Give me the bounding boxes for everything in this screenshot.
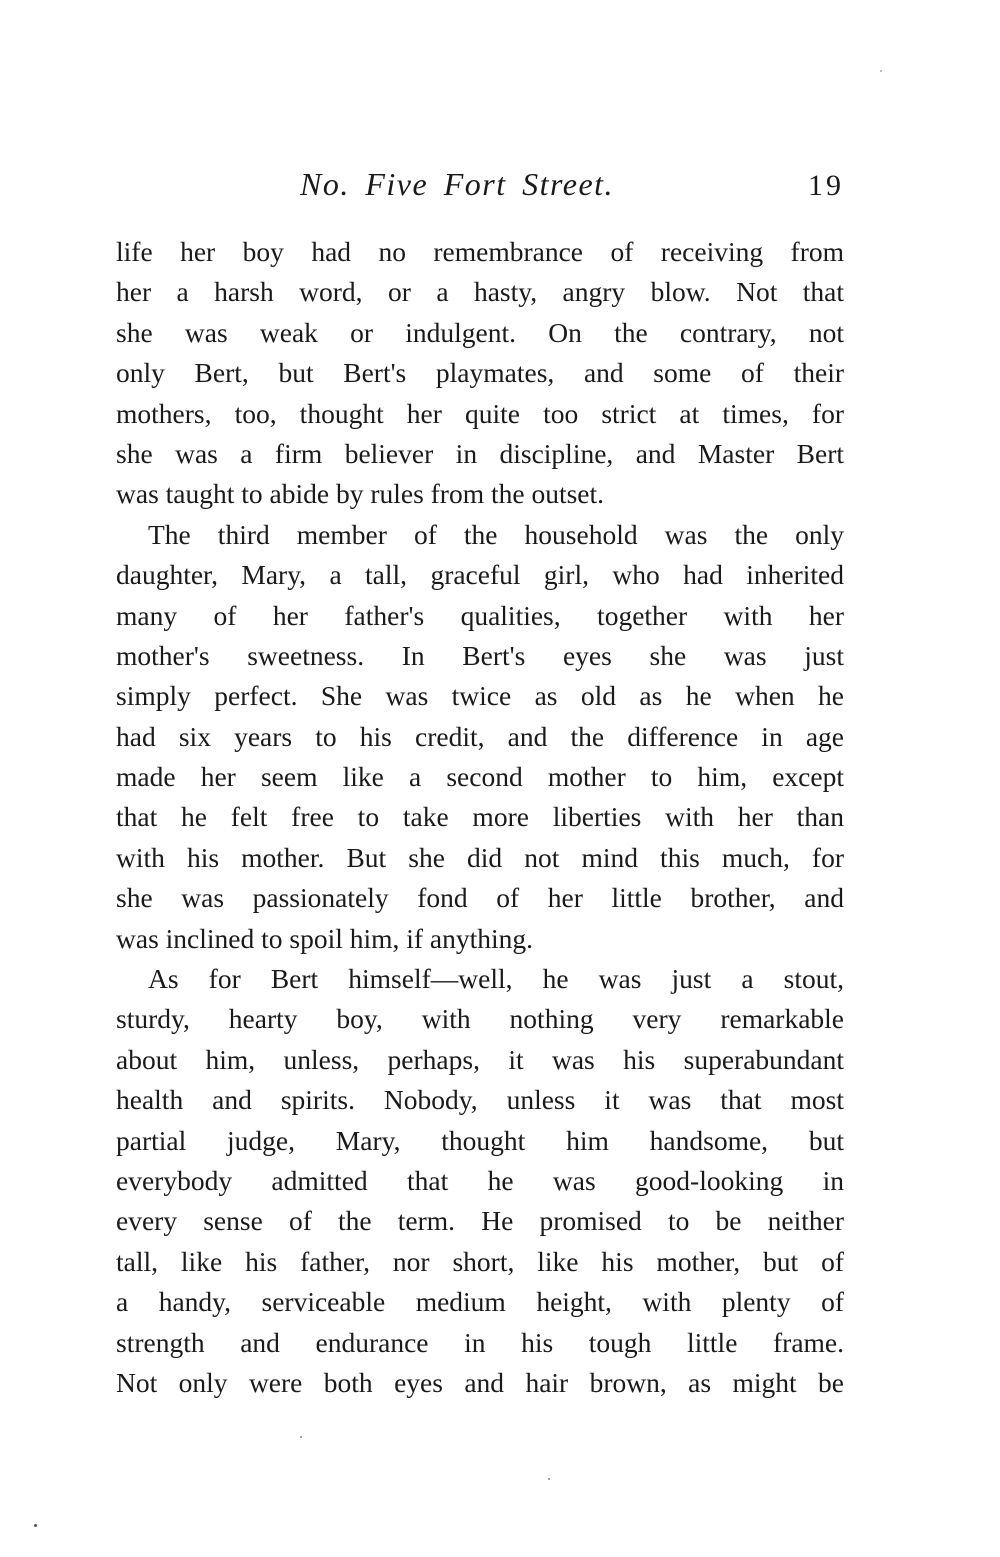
scan-speck bbox=[880, 70, 882, 72]
text-line: The third member of the household was the only bbox=[148, 518, 844, 550]
text-line: As for Bert himself—well, he was just a stout, bbox=[148, 963, 844, 995]
text-line: sturdy, hearty boy, with nothing very remarkable bbox=[116, 1003, 844, 1035]
text-line: was inclined to spoil him, if anything. bbox=[116, 922, 534, 954]
text-line: a handy, serviceable medium height, with plenty of bbox=[116, 1286, 844, 1318]
text-line: Not only were both eyes and hair brown, as might be bbox=[116, 1366, 844, 1398]
text-line: had six years to his credit, and the difference in age bbox=[116, 720, 844, 752]
text-line: tall, like his father, nor short, like his mother, but of bbox=[116, 1245, 844, 1277]
text-line: she was passionately fond of her little brother, and bbox=[116, 882, 844, 914]
text-line: strength and endurance in his tough little frame. bbox=[116, 1326, 844, 1358]
text-line: partial judge, Mary, thought him handsome, but bbox=[116, 1124, 844, 1156]
page-number: 19 bbox=[808, 169, 844, 202]
text-line: mother's sweetness. In Bert's eyes she was just bbox=[116, 639, 844, 671]
text-line: mothers, too, thought her quite too strict at times, for bbox=[116, 397, 844, 429]
text-line: daughter, Mary, a tall, graceful girl, who had inherited bbox=[116, 559, 844, 591]
body-text bbox=[116, 232, 844, 1403]
scan-speck bbox=[34, 1524, 37, 1527]
text-line: she was weak or indulgent. On the contrary, not bbox=[116, 316, 844, 348]
text-line: she was a firm believer in discipline, and Master Bert bbox=[116, 437, 844, 469]
text-line: life her boy had no remembrance of receiving from bbox=[116, 236, 844, 267]
text-line: health and spirits. Nobody, unless it was that most bbox=[116, 1084, 844, 1116]
running-title: No. Five Fort Street. bbox=[300, 166, 615, 202]
scan-speck bbox=[548, 1478, 550, 1480]
scan-speck bbox=[300, 1436, 302, 1438]
running-head bbox=[0, 166, 1000, 210]
text-line: only Bert, but Bert's playmates, and some of their bbox=[116, 357, 844, 389]
text-line: that he felt free to take more liberties with her than bbox=[116, 801, 844, 833]
text-line: made her seem like a second mother to him, except bbox=[116, 761, 844, 793]
text-line: many of her father's qualities, together with her bbox=[116, 599, 844, 631]
text-line: her a harsh word, or a hasty, angry blow. Not that bbox=[116, 276, 844, 308]
text-line: everybody admitted that he was good-looking in bbox=[116, 1164, 844, 1196]
text-line: every sense of the term. He promised to be neither bbox=[116, 1205, 844, 1237]
text-line: was taught to abide by rules from the outset. bbox=[116, 478, 605, 510]
text-line: simply perfect. She was twice as old as he when he bbox=[116, 680, 844, 712]
text-line: with his mother. But she did not mind this much, for bbox=[116, 841, 844, 873]
text-line: about him, unless, perhaps, it was his superabundant bbox=[116, 1043, 844, 1075]
